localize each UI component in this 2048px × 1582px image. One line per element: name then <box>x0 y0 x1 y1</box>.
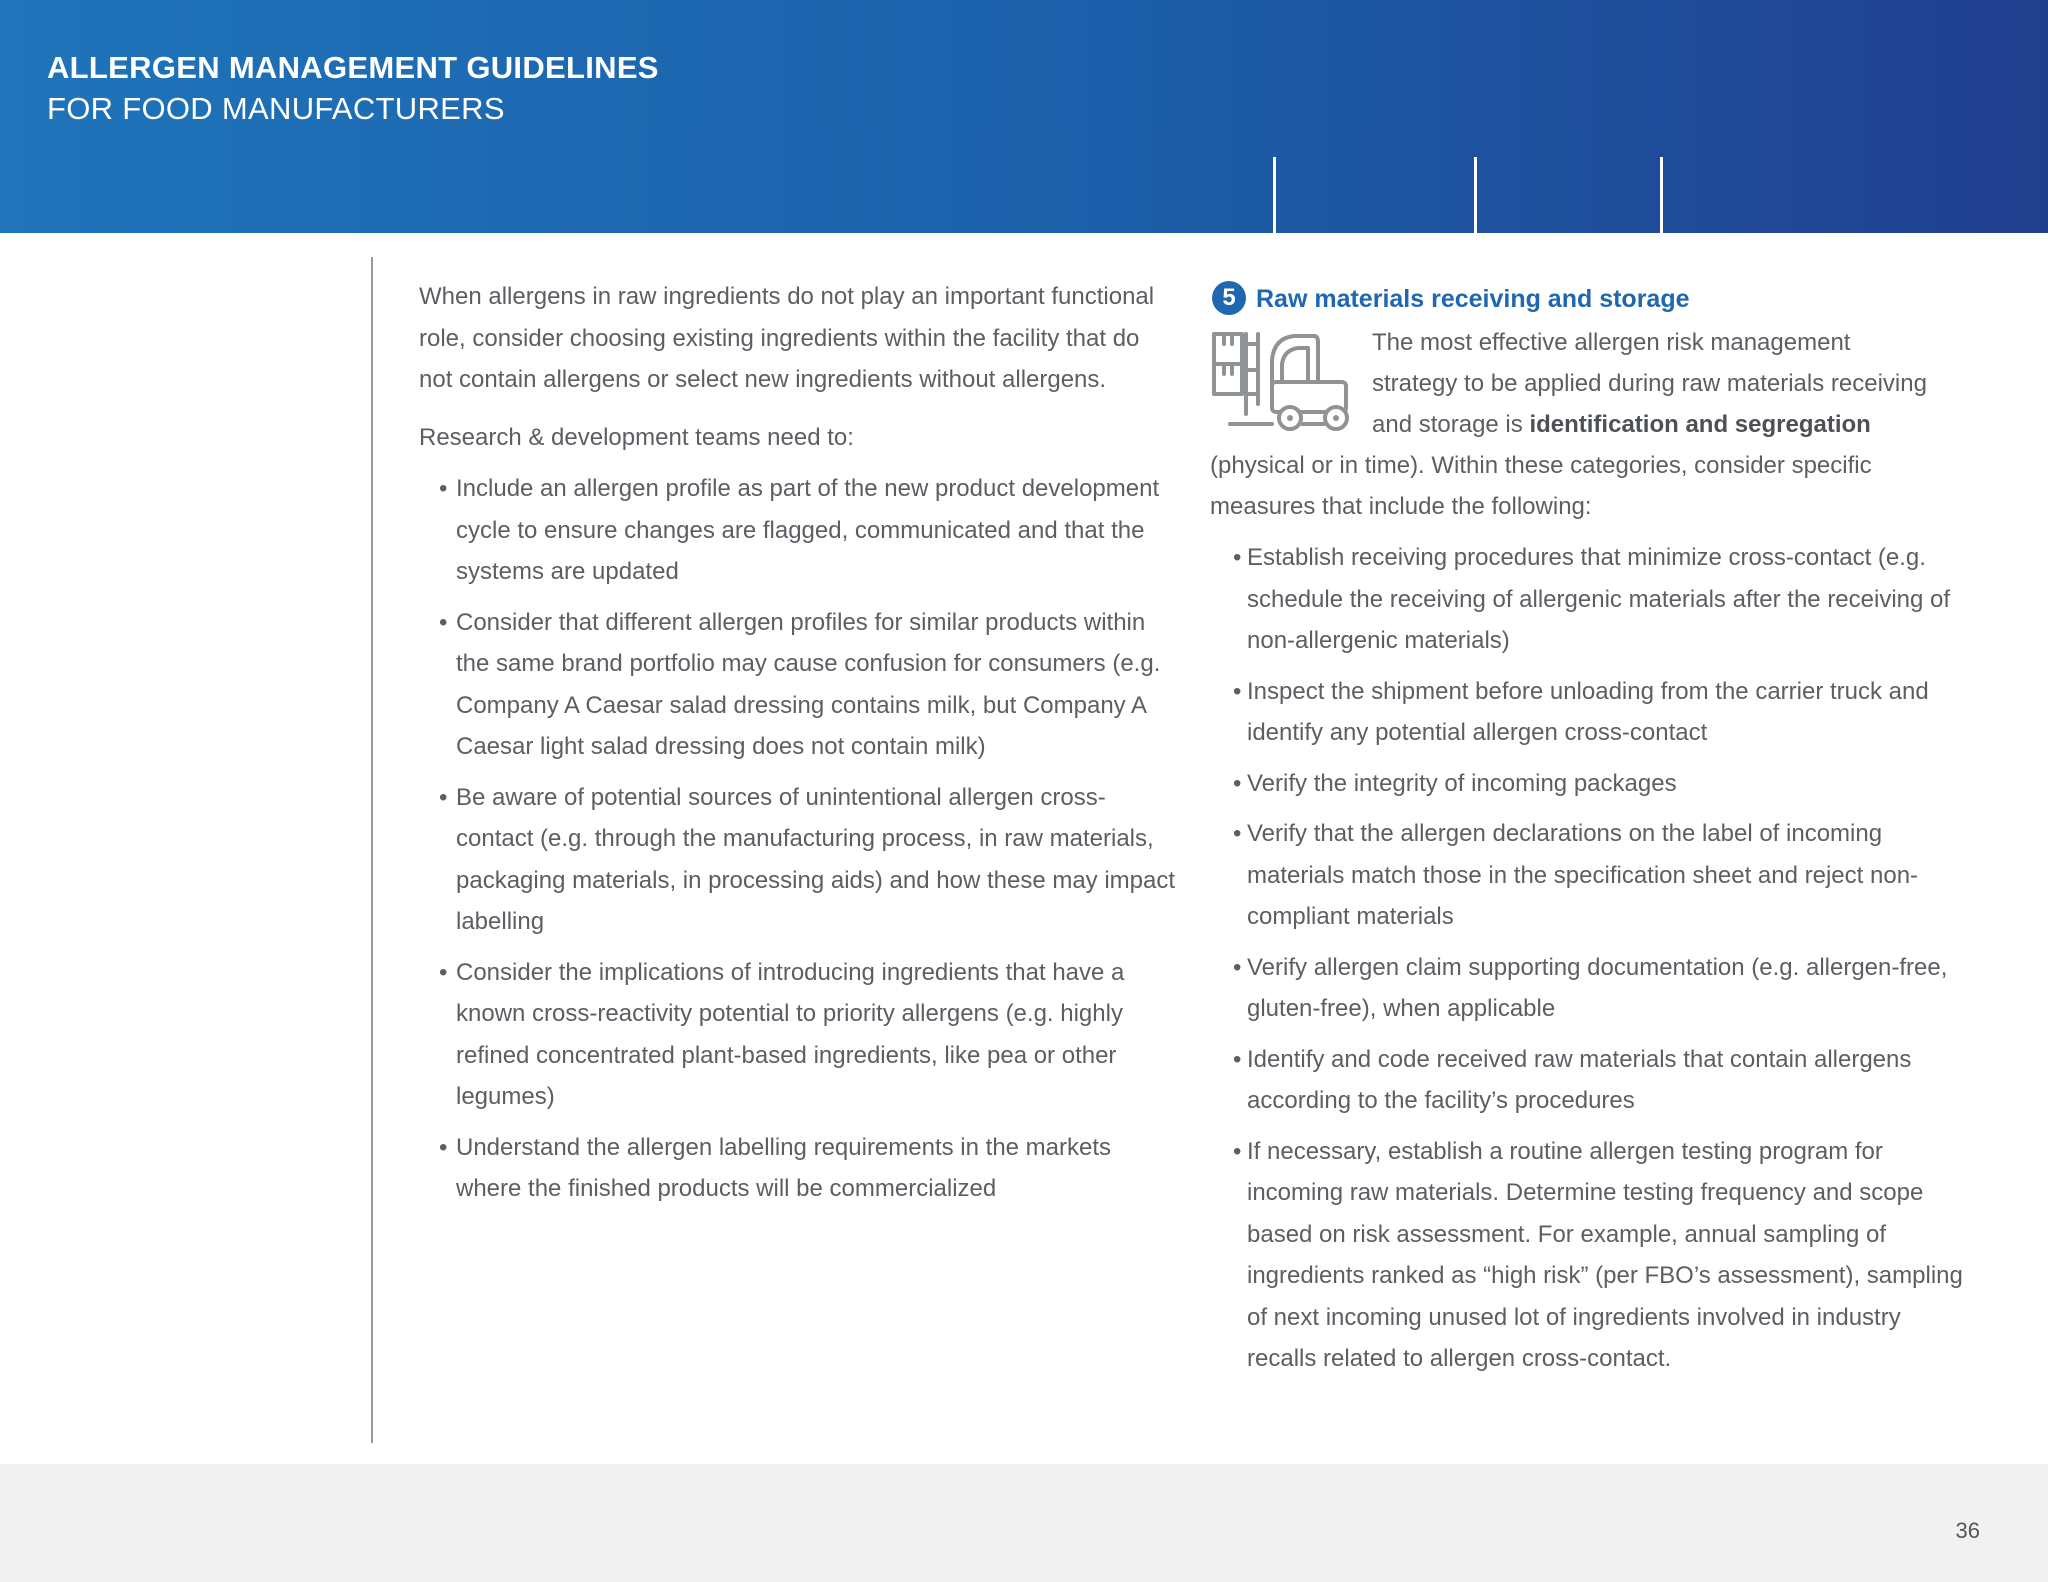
tab-divider <box>1660 157 1663 233</box>
sidebar-rule <box>371 257 373 1443</box>
intro-line: (physical or in time). Within these categories, consider specific <box>1210 452 1872 479</box>
list-item: • Include an allergen profile as part of the new product development cycle to ensure changes are flagged, communicated and that the systems are updated <box>436 468 1179 593</box>
document-subtitle: FOR FOOD MANUFACTURERS <box>47 91 505 126</box>
lead-paragraph: When allergens in raw ingredients do not play an important functional role, consider choosing existing ingredients within the facility that do not contain allergens or select new ingredients without allergens. <box>419 283 1155 393</box>
list-item: • Understand the allergen labelling requirements in the markets where the finished products will be commercialized <box>436 1127 1179 1210</box>
step-number-badge: 5 <box>1212 281 1246 315</box>
receiving-measures-list <box>1230 537 1970 1389</box>
header-band <box>0 0 2048 233</box>
list-item: • Consider that different allergen profiles for similar products within the same brand portfolio may cause confusion for consumers (e.g. Company A Caesar salad dressing contains milk, but Company A Caesar light salad dressing does not contain milk) <box>436 602 1179 768</box>
intro-emphasis: identification and segregation <box>1529 411 1871 438</box>
list-item: • If necessary, establish a routine allergen testing program for incoming raw materials. Determine testing frequency and scope based on risk assessment. For example, annual sampling of ingredients ranked as “high risk” (per FBO’s assessment), sampling of next incoming unused lot of ingredients involved in industry recalls related to allergen cross-contact. <box>1230 1131 1970 1380</box>
intro-line <box>1372 404 2012 446</box>
tab-divider <box>1474 157 1477 233</box>
intro-line: strategy to be applied during raw materials receiving <box>1372 370 1927 397</box>
tab-divider <box>1273 157 1276 233</box>
section-title: Raw materials receiving and storage <box>1256 285 1690 313</box>
intro-text: and storage is <box>1372 411 1530 438</box>
document-title: ALLERGEN MANAGEMENT GUIDELINES <box>47 50 659 85</box>
list-item: • Verify the integrity of incoming packages <box>1230 763 1970 805</box>
intro-line: The most effective allergen risk management <box>1372 329 1851 356</box>
list-item: • Verify that the allergen declarations on the label of incoming materials match those in the specification sheet and reject non-compliant materials <box>1230 813 1970 938</box>
list-item: • Consider the implications of introducing ingredients that have a known cross-reactivity potential to priority allergens (e.g. highly refined concentrated plant-based ingredients, like pea or other legumes) <box>436 952 1179 1118</box>
list-item: • Verify allergen claim supporting documentation (e.g. allergen-free, gluten-free), when applicable <box>1230 947 1970 1030</box>
list-item: • Establish receiving procedures that minimize cross-contact (e.g. schedule the receiving of allergenic materials after the receiving of non-allergenic materials) <box>1230 537 1970 662</box>
intro-line: measures that include the following: <box>1210 493 1592 520</box>
forklift-icon <box>1210 330 1358 434</box>
rd-intro: Research & development teams need to: <box>419 423 854 451</box>
footer-band <box>0 1464 2048 1582</box>
left-column <box>419 276 1179 1219</box>
list-item: • Inspect the shipment before unloading from the carrier truck and identify any potential allergen cross-contact <box>1230 671 1970 754</box>
list-item: • Be aware of potential sources of unintentional allergen cross-contact (e.g. through the manufacturing process, in raw materials, packaging materials, in processing aids) and how these may impact labelling <box>436 777 1179 943</box>
rd-bullet-list <box>436 468 1179 1210</box>
page-number: 36 <box>1955 1518 1980 1543</box>
list-item: • Identify and code received raw materials that contain allergens according to the facility’s procedures <box>1230 1039 1970 1122</box>
